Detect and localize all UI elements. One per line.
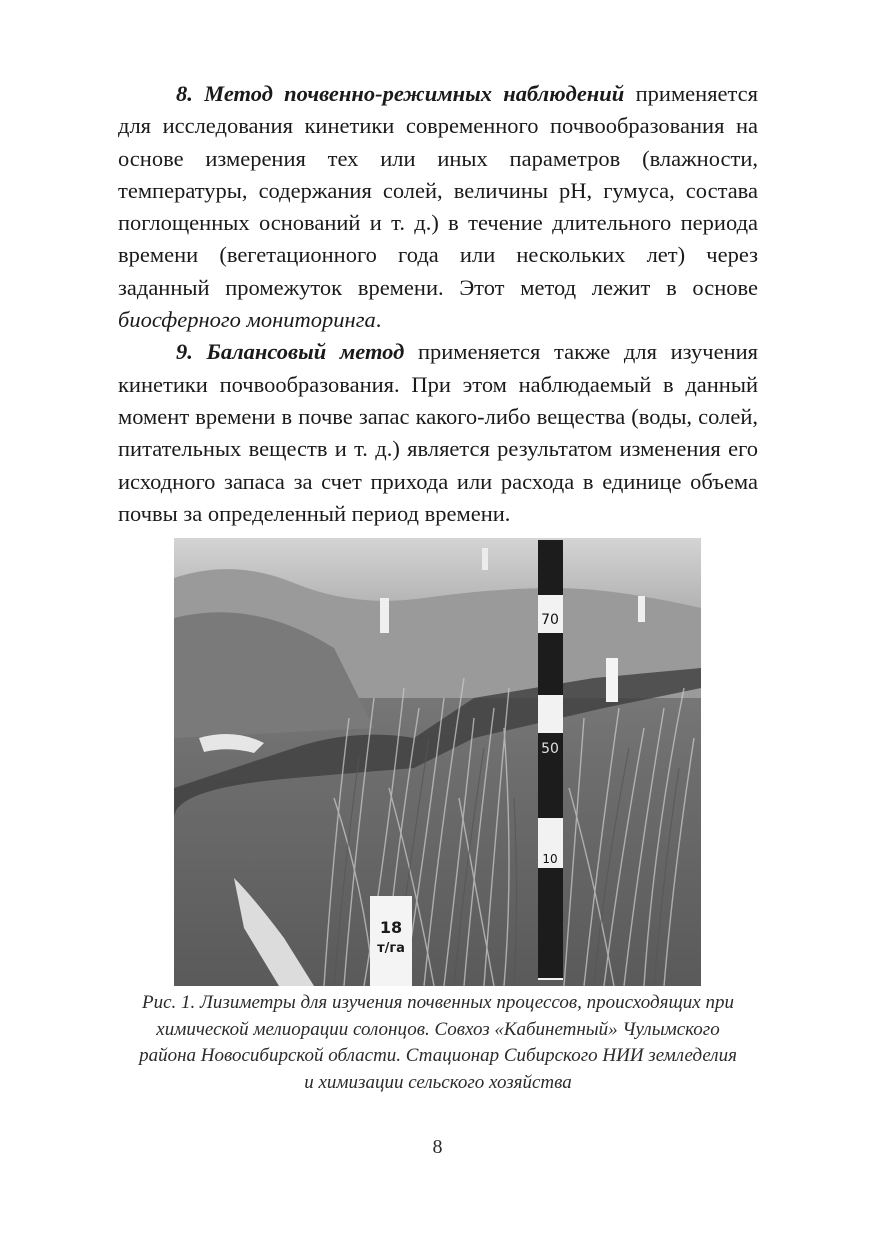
stake-2	[638, 596, 645, 622]
paragraph-8-text: применяется для исследования кинетики современного почвообразования на основе измерения тех или иных параметров (влажности, температуры, содержания солей, величины рН, гумуса, состава поглощенных оснований и т. д.) в течение длительного периода времени (вегетационного года или нескольких лет) через заданный промежуток времени. Этот метод лежит в основе	[118, 81, 758, 300]
paragraph-9-title: 9. Балансовый метод	[176, 339, 405, 365]
lysimeter-field-photo	[174, 538, 701, 986]
body-text	[118, 78, 758, 530]
paragraph-8-title: 8. Метод почвенно-режимных наблюдений	[176, 81, 625, 106]
page-number: 8	[432, 1136, 443, 1158]
pole-label-10: 10	[542, 852, 558, 866]
paragraph-9	[118, 336, 758, 530]
paragraph-8-end: .	[375, 307, 382, 333]
figure-photo	[174, 538, 701, 986]
plot-sign	[370, 896, 412, 986]
pole-label-70: 70	[541, 612, 559, 628]
figure-caption: Рис. 1. Лизиметры для изучения почвенных процессов, происходящих при химической мелиорации солонцов. Совхоз «Кабинетный» Чулымского района Новосибирской области. Стационар Сибирского НИИ земледелия и химизации сельского хозяйства	[139, 992, 737, 1093]
stake-3	[606, 658, 618, 702]
stake-4	[482, 548, 488, 570]
paragraph-9-text: применяется также для изучения кинетики почвообразования. При этом наблюдаемый в данный момент времени в почве запас какого-либо вещества (воды, солей, питательных веществ и т. д.) является результатом изменения его исходного запаса за счет прихода или расхода в единице объема почвы за определенный период времени.	[118, 339, 759, 526]
stake-1	[380, 598, 389, 633]
measuring-pole	[538, 540, 563, 980]
paragraph-8-emphasis: биосферного мониторинга	[118, 307, 376, 333]
pole-label-50: 50	[541, 741, 559, 757]
plot-sign-number: 18	[379, 918, 403, 937]
paragraph-8	[118, 78, 758, 336]
plot-sign-unit: т/га	[377, 941, 405, 956]
